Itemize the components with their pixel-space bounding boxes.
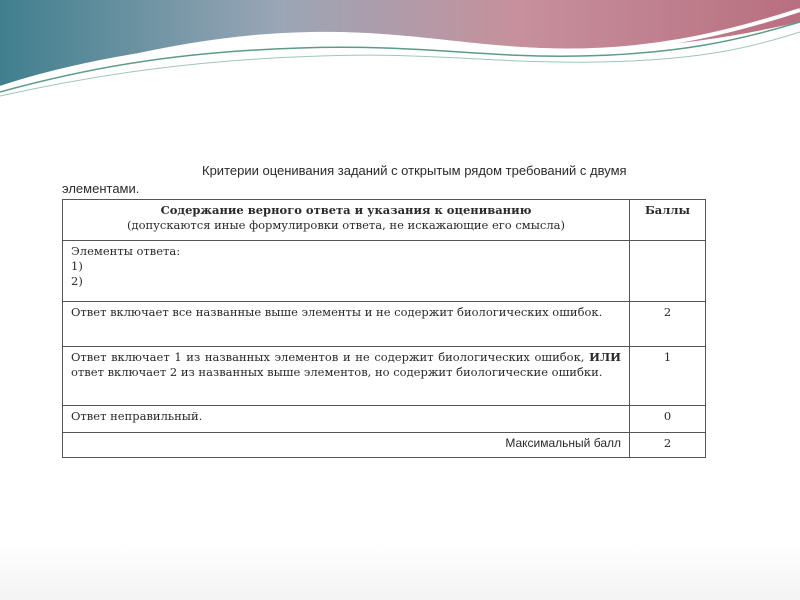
elements-title: Элементы ответа: xyxy=(71,244,181,258)
criterion-text xyxy=(63,347,630,406)
table-header-row xyxy=(63,200,706,241)
header-wave-decoration xyxy=(0,0,800,100)
score-header-cell: Баллы xyxy=(630,200,706,241)
elements-cell xyxy=(63,241,630,302)
heading-line-1: Критерии оценивания заданий с открытым рядом требований с двумя xyxy=(202,163,627,178)
content-header-cell xyxy=(63,200,630,241)
criterion-score: 2 xyxy=(630,302,706,347)
max-score-row xyxy=(63,433,706,458)
element-item-1: 1) xyxy=(71,259,83,273)
max-score-label: Максимальный балл xyxy=(63,433,630,458)
criterion-text: Ответ включает все названные выше элементы и не содержит биологических ошибок. xyxy=(63,302,630,347)
elements-row xyxy=(63,241,706,302)
criterion-text: Ответ неправильный. xyxy=(63,406,630,433)
heading-line-2: элементами. xyxy=(62,181,140,196)
criterion-text-part: Ответ включает 1 из названных элементов и не содержит биологических ошибок, xyxy=(71,350,590,364)
bottom-band-decoration xyxy=(0,545,800,600)
max-score-value: 2 xyxy=(630,433,706,458)
content-header-subtitle: (допускаются иные формулировки ответа, не искажающие его смысла) xyxy=(127,218,565,232)
criterion-row xyxy=(63,347,706,406)
document-heading xyxy=(62,162,706,198)
content-header-title: Содержание верного ответа и указания к оцениванию xyxy=(160,203,532,217)
criterion-row xyxy=(63,302,706,347)
elements-score-cell xyxy=(630,241,706,302)
criterion-score: 0 xyxy=(630,406,706,433)
criterion-text-bold: ИЛИ xyxy=(589,350,621,364)
criterion-text-part: ответ включает 2 из названных выше элементов, но содержит биологические ошибки. xyxy=(71,365,603,379)
element-item-2: 2) xyxy=(71,274,83,288)
criterion-row xyxy=(63,406,706,433)
criteria-table xyxy=(62,199,706,458)
criterion-score: 1 xyxy=(630,347,706,406)
